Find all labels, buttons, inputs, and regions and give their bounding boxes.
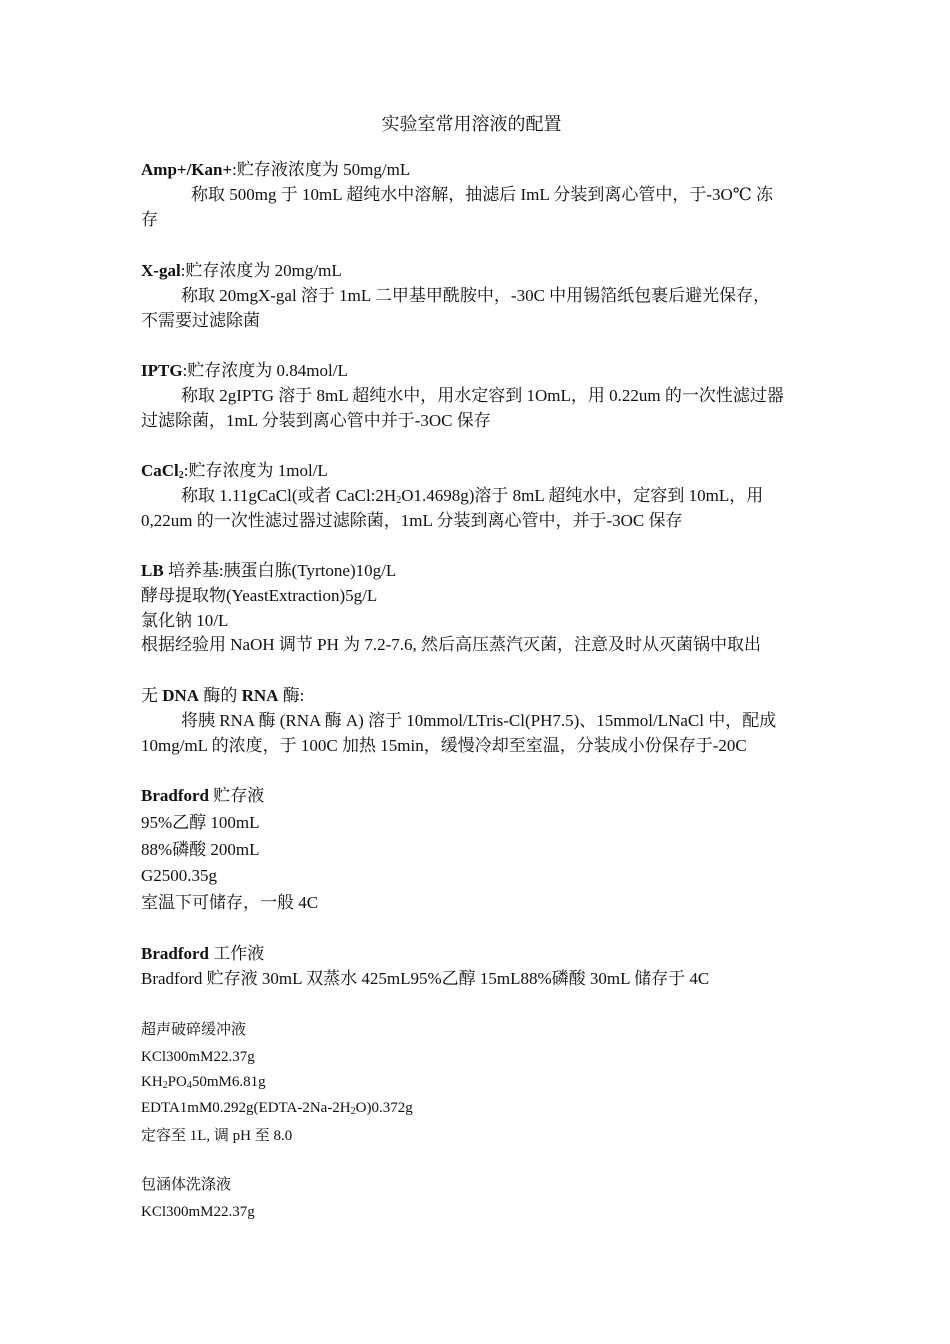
lb-line-1: 酵母提取物(YeastExtraction)5g/L (141, 586, 378, 605)
bradford-work-heading: Bradford 工作液 (141, 944, 265, 963)
cacl-heading (141, 459, 328, 483)
wash-line-1: KCl300mM22.37g (141, 1204, 255, 1220)
sonic-line-4: 定容至 1L, 调 pH 至 8.0 (141, 1128, 293, 1144)
bradford-work-name: Bradford (141, 944, 209, 963)
amp-line-1: 称取 500mg 于 10mL 超纯水中溶解，抽滤后 ImL 分装到离心管中，于-3O℃ 冻 (191, 185, 774, 204)
lb-heading-text: 培养基:胰蛋白胨(Tyrtone)10g/L (163, 561, 397, 580)
rnase-line-2: 10mg/mL 的浓度，于 100C 加热 15min，缓慢冷却至室温，分装成小份保存于-20C (141, 736, 747, 755)
sonic-line-1: KCl300mM22.37g (141, 1049, 255, 1065)
iptg-line-1: 称取 2gIPTG 溶于 8mL 超纯水中，用水定容到 1OmL，用 0.22um 的一次性滤过器 (181, 386, 784, 405)
bradford-work-line-1: Bradford 贮存液 30mL 双蒸水 425mL95%乙醇 15mL88%磷酸 30mL 储存于 4C (141, 969, 710, 988)
cacl-name: CaCl$_2$ (141, 461, 184, 481)
cacl-heading-text: :贮存浓度为 1mol/L (183, 461, 328, 480)
lb-line-2: 氯化钠 10/L (141, 611, 229, 630)
cacl-line-2: 0,22um 的一次性滤过器过滤除菌，1mL 分装到离心管中，并于-3OC 保存 (141, 511, 683, 530)
sonic-line-2: $KH_2PO_450mM6.81g$ (141, 1074, 266, 1091)
bradford-stock-line-3: G2500.35g (141, 866, 218, 885)
amp-line-2: 存 (141, 210, 158, 229)
bradford-stock-name: Bradford (141, 786, 209, 805)
rnase-line-1: 将胰 RNA 酶 (RNA 酶 A) 溶于 10mmol/LTris-Cl(PH7.5)、15mmol/LNaCl 中，配成 (181, 711, 777, 730)
bradford-stock-line-2: 88%磷酸 200mL (141, 840, 260, 859)
xgal-heading (141, 259, 342, 283)
rnase-heading: 无 DNA 酶的 RNA 酶: (141, 686, 305, 705)
sonic-heading: 超声破碎缓冲液 (141, 1022, 247, 1038)
iptg-line-2: 过滤除菌，1mL 分装到离心管中并于-3OC 保存 (141, 411, 491, 430)
lb-line-3: 根据经验用 NaOH 调节 PH 为 7.2-7.6, 然后高压蒸汽灭菌，注意及时从灭菌锅中取出 (141, 635, 762, 654)
amp-name: Amp+/Kan+ (141, 160, 233, 179)
xgal-name: X-gal (141, 261, 181, 280)
sonic-line-3: $EDTA1mM0.292g(EDTA-2Na-2H_2O)0.372g$ (141, 1100, 413, 1117)
lb-heading (141, 559, 396, 583)
iptg-name: IPTG (141, 361, 183, 380)
wash-heading: 包涵体洗涤液 (141, 1177, 232, 1193)
cacl-line-1: 称取 1.11gCaCl(或者 $CaCl:2H_2O1.4698g$)溶于 8mL 超纯水中，定容到 10mL，用 (181, 486, 764, 506)
xgal-line-2: 不需要过滤除菌 (141, 311, 260, 330)
page-title: 实验室常用溶液的配置 (381, 114, 562, 134)
xgal-heading-text: :贮存浓度为 20mg/mL (180, 261, 342, 280)
amp-heading (141, 158, 410, 182)
xgal-line-1: 称取 20mgX-gal 溶于 1mL 二甲基甲酰胺中，-30C 中用锡箔纸包裹后避光保存， (181, 286, 771, 305)
lb-name: LB (141, 561, 164, 580)
bradford-stock-line-1: 95%乙醇 100mL (141, 813, 260, 832)
bradford-stock-heading: Bradford 贮存液 (141, 786, 265, 805)
iptg-heading-text: :贮存浓度为 0.84mol/L (182, 361, 348, 380)
iptg-heading (141, 359, 348, 383)
bradford-stock-line-4: 室温下可储存，一般 4C (141, 893, 319, 912)
amp-heading-text: :贮存液浓度为 50mg/mL (232, 160, 411, 179)
